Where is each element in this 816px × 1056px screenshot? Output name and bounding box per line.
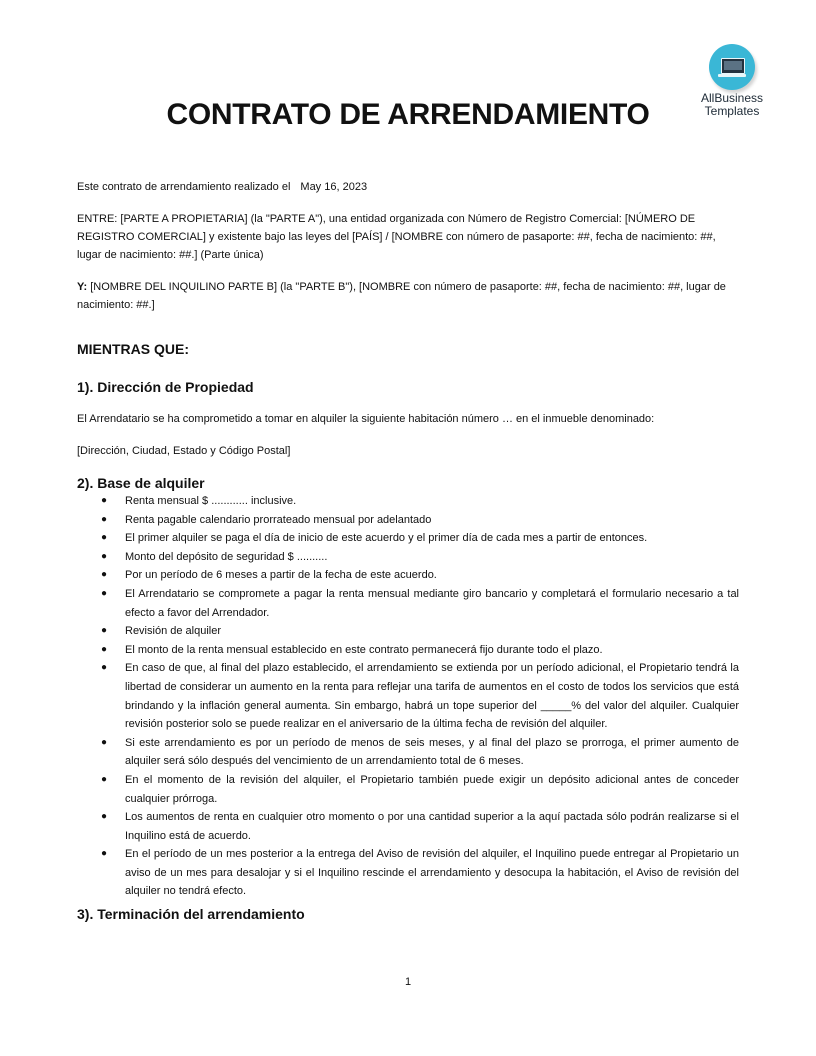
party-b-label: Y: — [77, 281, 88, 293]
list-item — [77, 771, 739, 808]
list-item-text: En el momento de la revisión del alquiler, el Propietario también puede exigir un depósito adicional antes de conceder cualquier prórroga. — [125, 773, 739, 805]
list-item — [77, 845, 739, 901]
bullet-icon: ● — [101, 495, 108, 506]
bullet-icon: ● — [101, 532, 108, 544]
list-item-text: El monto de la renta mensual establecido en este contrato permanecerá fijo durante todo el plazo. — [125, 643, 603, 656]
intro-paragraph — [77, 178, 739, 196]
bullet-icon: ● — [101, 848, 108, 860]
whereas-heading: MIENTRAS QUE: — [77, 341, 189, 357]
document-body — [77, 178, 739, 923]
list-item — [77, 641, 739, 660]
list-item-text: En el período de un mes posterior a la entrega del Aviso de revisión del alquiler, el Inquilino puede entregar al Propietario un aviso de un mes para desalojar y si el Inquilino rescinde el arrendamiento y desocupa la habitación, el Aviso de revisión del alquiler no tendrá efecto. — [125, 848, 739, 898]
list-item-text: Renta pagable calendario prorrateado mensual por adelantado — [125, 513, 432, 526]
list-item-text: Monto del depósito de seguridad $ .......... — [125, 550, 328, 563]
section-2-heading: 2). Base de alquiler — [77, 475, 205, 491]
list-item-text: El Arrendatario se compromete a pagar la renta mensual mediante giro bancario y completará el formulario necesario a tal efecto a favor del Arrendador. — [125, 587, 739, 619]
bullet-icon: ● — [101, 773, 108, 785]
bullet-icon: ● — [101, 550, 108, 562]
party-a-paragraph: ENTRE: [PARTE A PROPIETARIA] (la "PARTE A"), una entidad organizada con Número de Registro Comercial: [NÚMERO DE REGISTRO COMERCIAL] y existente bajo las leyes del [PAÍS] / [NOMBRE con número de pasaporte: ##, fecha de nacimiento: ##, lugar de nacimiento: ##.] (Parte única) — [77, 213, 716, 261]
party-b-paragraph — [77, 278, 739, 314]
logo-line-2: Templates — [704, 104, 760, 118]
laptop-icon — [709, 44, 755, 90]
bullet-icon: ● — [101, 513, 108, 525]
list-item-text: Si este arrendamiento es por un período de menos de seis meses, y al final del plazo se prorroga, el primer aumento de alquiler será sólo después del vencimiento de un arrendamiento total de 6 meses. — [125, 736, 739, 768]
bullet-icon: ● — [101, 736, 108, 748]
list-item — [77, 529, 739, 548]
list-item-text: En caso de que, al final del plazo establecido, el arrendamiento se extienda por un período adicional, el Propietario tendrá la libertad de considerar un aumento en la renta para reflejar una tarifa de aumentos en el costo de todos los servicios que está brindando y la inflación general aumenta. Sin embargo, habrá un tope superior del _____% del valor del alquiler. Cualquier revisión posterior solo se puede realizar en el aniversario de la última fecha de revisión del alquiler. — [125, 662, 739, 731]
list-item — [77, 548, 739, 567]
rent-bullet-list — [77, 492, 739, 901]
document-title: CONTRATO DE ARRENDAMIENTO — [166, 98, 650, 131]
list-item-text: El primer alquiler se paga el día de inicio de este acuerdo y el primer día de cada mes a partir de entonces. — [125, 532, 648, 545]
section-1-text: El Arrendatario se ha comprometido a tomar en alquiler la siguiente habitación número … en el inmueble denominado: — [77, 413, 655, 425]
bullet-icon: ● — [101, 587, 108, 599]
intro-text: Este contrato de arrendamiento realizado el — [77, 181, 291, 193]
list-item — [77, 734, 739, 771]
list-item — [77, 622, 739, 641]
list-item — [77, 492, 739, 511]
bullet-icon: ● — [101, 662, 108, 674]
party-b-text: [NOMBRE DEL INQUILINO PARTE B] (la "PARTE B"), [NOMBRE con número de pasaporte: ##, fecha de nacimiento: ##, lugar de nacimiento: ##.] — [77, 281, 726, 311]
section-1-heading: 1). Dirección de Propiedad — [77, 379, 254, 395]
bullet-icon: ● — [101, 811, 108, 823]
list-item-text: Revisión de alquiler — [125, 625, 221, 638]
bullet-icon: ● — [101, 569, 108, 581]
list-item — [77, 585, 739, 622]
list-item — [77, 511, 739, 530]
section-3-heading: 3). Terminación del arrendamiento — [77, 906, 305, 923]
list-item — [77, 808, 739, 845]
bullet-icon: ● — [101, 643, 108, 655]
page-number: 1 — [404, 976, 412, 988]
list-item-text: Los aumentos de renta en cualquier otro momento o por una cantidad superior a la aquí pactada sólo podrán realizarse si el Inquilino está de acuerdo. — [125, 811, 739, 842]
list-item-text: Renta mensual $ ............ inclusive. — [125, 495, 297, 507]
section-1-address: [Dirección, Ciudad, Estado y Código Postal] — [77, 445, 291, 457]
logo-line-1: AllBusiness — [700, 91, 764, 105]
list-item — [77, 566, 739, 585]
bullet-icon: ● — [101, 625, 108, 637]
list-item — [77, 659, 739, 733]
list-item-text: Por un período de 6 meses a partir de la fecha de este acuerdo. — [125, 569, 437, 582]
contract-date: May 16, 2023 — [300, 181, 368, 193]
